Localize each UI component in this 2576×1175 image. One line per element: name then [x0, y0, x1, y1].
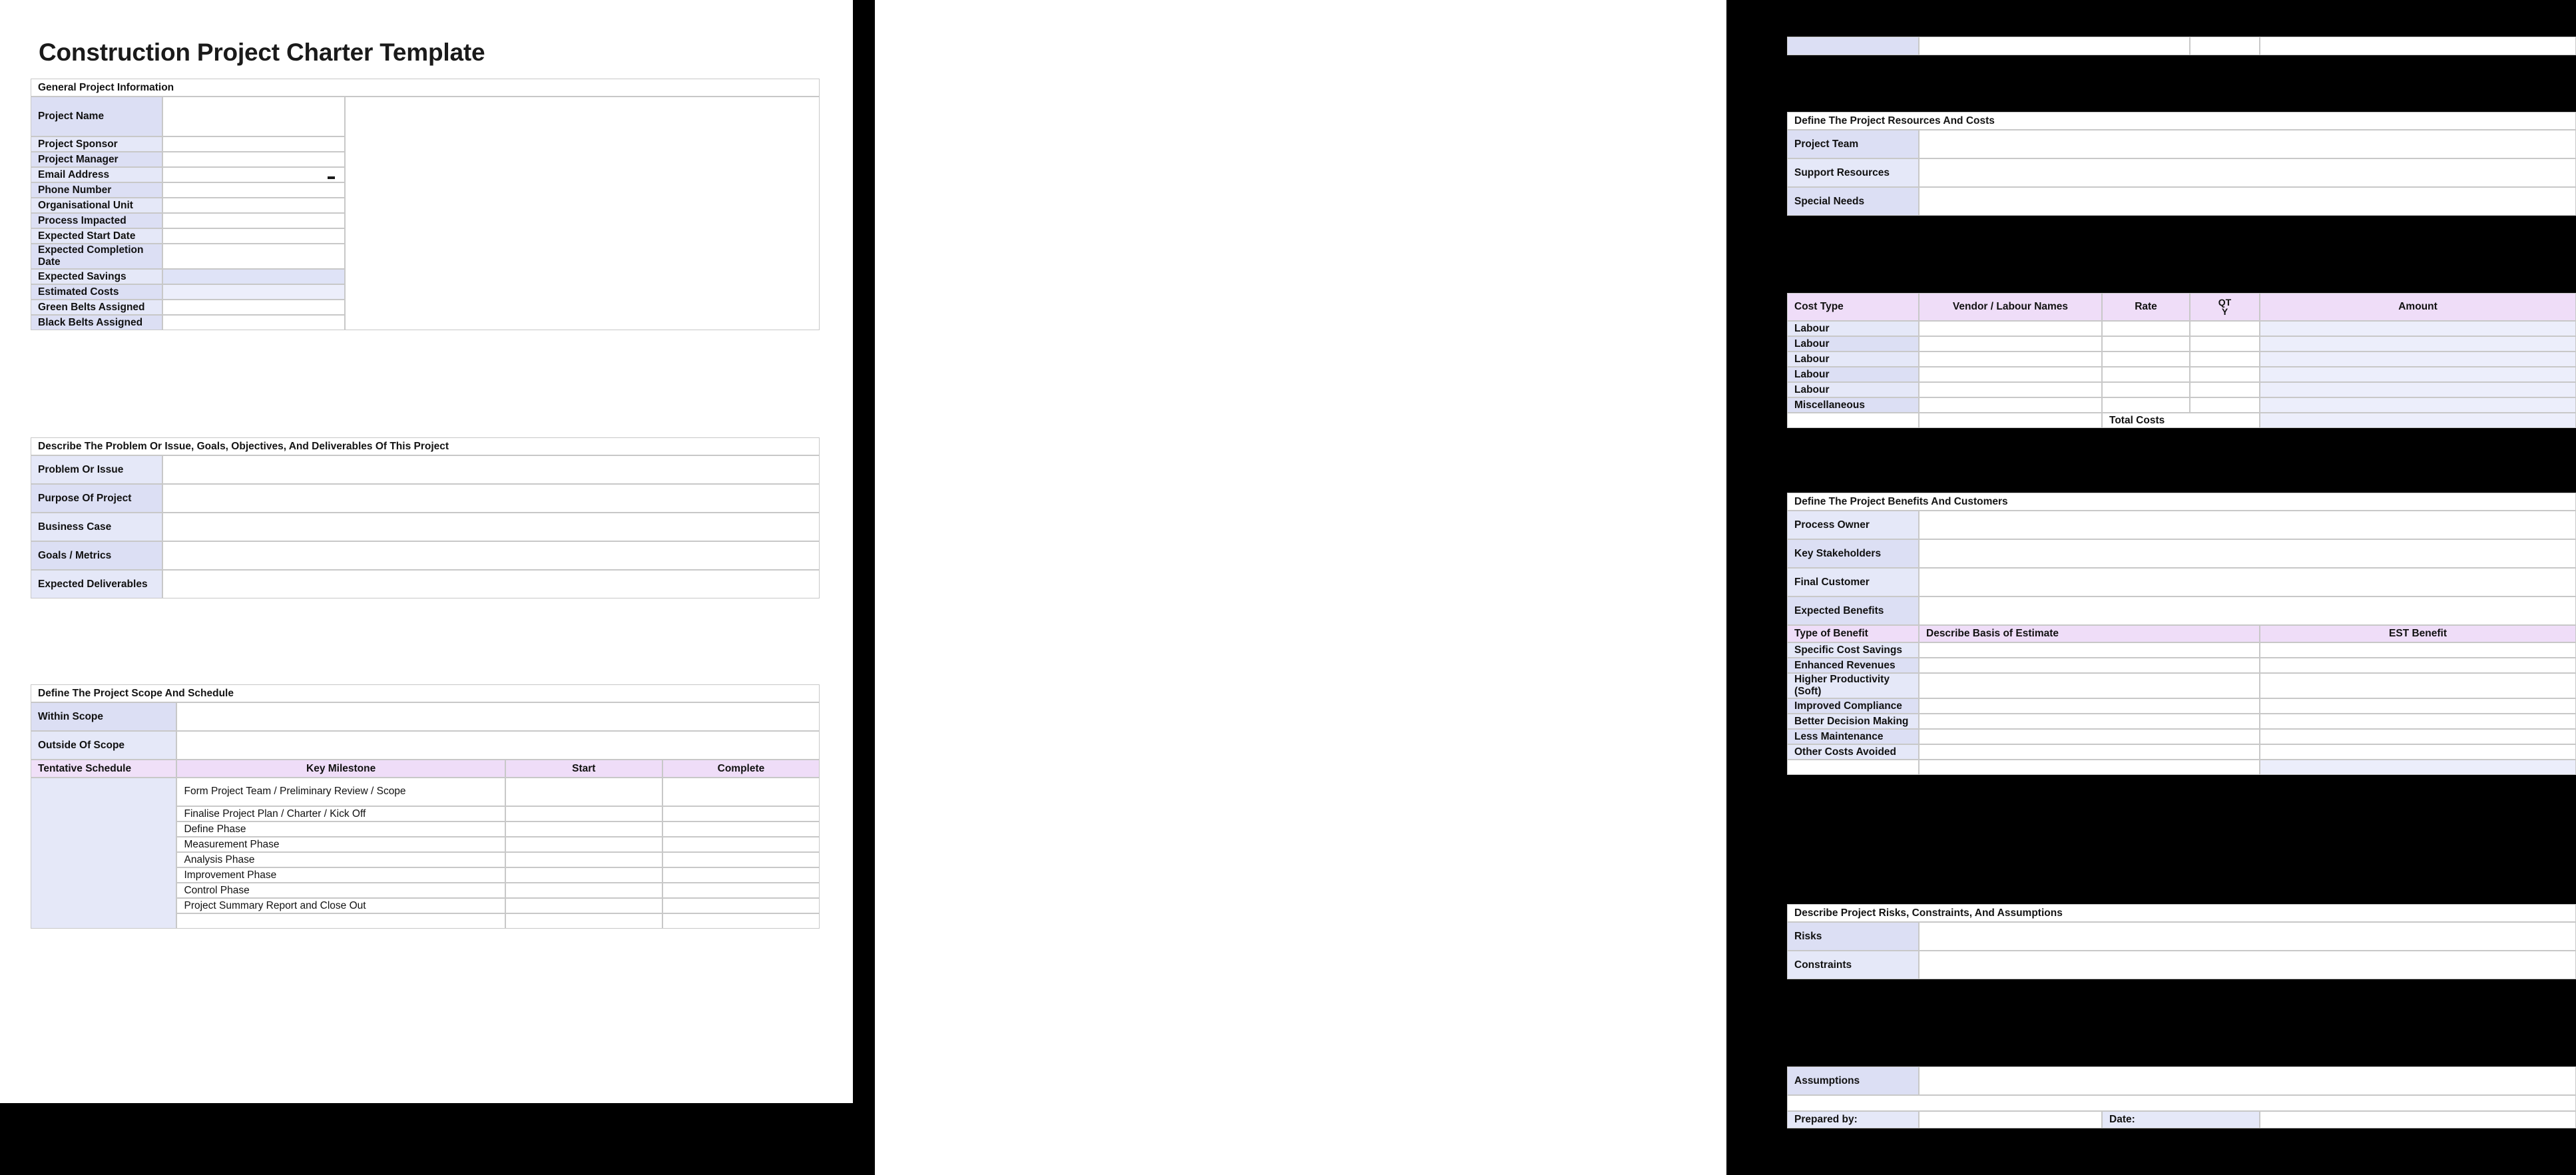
field-label-within-scope: Within Scope	[31, 702, 176, 731]
schedule-row-label: Tentative Schedule	[31, 760, 176, 778]
field-row-assumptions	[1787, 1066, 2576, 1095]
benefit-header-row	[1787, 625, 2576, 642]
benefit-est-1[interactable]	[2260, 658, 2576, 673]
cost-row	[1787, 367, 2576, 382]
schedule-start-1[interactable]	[505, 806, 662, 822]
resources-costs-section	[1787, 112, 2576, 216]
benefit-est-5[interactable]	[2260, 729, 2576, 744]
schedule-row	[31, 778, 820, 806]
field-input-project-name[interactable]	[162, 97, 345, 136]
field-row-final-customer	[1787, 568, 2576, 596]
cost-qty-3[interactable]	[2190, 367, 2260, 382]
cost-rate-0[interactable]	[2102, 321, 2190, 336]
cost-qty-5[interactable]	[2190, 397, 2260, 413]
cost-header-qty-line2: Y	[2221, 306, 2228, 317]
field-input-project-team[interactable]	[1919, 130, 2576, 158]
cost-row	[1787, 352, 2576, 367]
cost-rate-5[interactable]	[2102, 397, 2190, 413]
field-input-within-scope[interactable]	[176, 702, 820, 731]
page-right	[875, 0, 2447, 1175]
field-label-process-impacted: Process Impacted	[31, 213, 162, 228]
schedule-complete-2[interactable]	[662, 822, 820, 837]
benefit-type-2: Higher Productivity (Soft)	[1787, 673, 1919, 698]
cost-header-qty	[2190, 293, 2260, 321]
cost-vendor-3[interactable]	[1919, 367, 2102, 382]
dash-mark-icon	[328, 176, 335, 179]
cost-amount-5[interactable]	[2260, 397, 2576, 413]
benefits-table	[1787, 493, 2576, 775]
field-input-purpose-of-project[interactable]	[162, 484, 820, 513]
cost-total-spacer	[1787, 413, 1919, 428]
cost-type-0: Labour	[1787, 321, 1919, 336]
section-banner-general-label: General Project Information	[31, 79, 820, 97]
benefit-basis-2[interactable]	[1919, 673, 2260, 698]
field-label-problem-or-issue: Problem Or Issue	[31, 455, 162, 484]
schedule-milestone-7[interactable]: Project Summary Report and Close Out	[176, 898, 505, 913]
cost-row	[1787, 397, 2576, 413]
field-input-phone-number[interactable]	[162, 182, 345, 198]
benefit-type-5: Less Maintenance	[1787, 729, 1919, 744]
scope-schedule-table	[31, 684, 820, 929]
field-input-expected-completion-date[interactable]	[162, 244, 345, 269]
cost-type-3: Labour	[1787, 367, 1919, 382]
cost-type-5: Miscellaneous	[1787, 397, 1919, 413]
field-label-green-belts-assigned: Green Belts Assigned	[31, 300, 162, 315]
benefit-row	[1787, 729, 2576, 744]
cost-header-qty-line1: QT	[2218, 297, 2232, 308]
cost-total-spacer-2	[1919, 413, 2102, 428]
field-input-final-customer[interactable]	[1919, 568, 2576, 596]
cost-header-row	[1787, 293, 2576, 321]
benefit-basis-6[interactable]	[1919, 744, 2260, 760]
cost-amount-4[interactable]	[2260, 382, 2576, 397]
field-label-final-customer: Final Customer	[1787, 568, 1919, 596]
schedule-complete-3[interactable]	[662, 837, 820, 852]
field-label-expected-benefits: Expected Benefits	[1787, 596, 1919, 625]
schedule-milestone-5[interactable]: Improvement Phase	[176, 867, 505, 883]
field-input-green-belts-assigned[interactable]	[162, 300, 345, 315]
assumptions-footer-section	[1787, 1066, 2576, 1128]
page-left	[0, 0, 853, 1103]
field-input-email-address[interactable]	[162, 167, 345, 182]
cost-amount-3[interactable]	[2260, 367, 2576, 382]
field-row-process-owner	[1787, 511, 2576, 539]
benefit-row	[1787, 642, 2576, 658]
field-label-assumptions: Assumptions	[1787, 1066, 1919, 1095]
cost-amount-2[interactable]	[2260, 352, 2576, 367]
field-input-expected-start-date[interactable]	[162, 228, 345, 244]
benefit-type-3: Improved Compliance	[1787, 698, 1919, 714]
top-orphan-row	[1787, 37, 2576, 55]
benefits-customers-section	[1787, 493, 2576, 775]
top-orphan-cell-1[interactable]	[2190, 37, 2260, 55]
cost-vendor-2[interactable]	[1919, 352, 2102, 367]
cost-header-rate: Rate	[2102, 293, 2190, 321]
section-banner-risks-label: Describe Project Risks, Constraints, And Assumptions	[1787, 904, 2576, 922]
field-row-constraints	[1787, 951, 2576, 979]
field-input-problem-or-issue[interactable]	[162, 455, 820, 484]
field-input-expected-deliverables[interactable]	[162, 570, 820, 598]
schedule-milestone-8[interactable]	[176, 913, 505, 929]
field-row-key-stakeholders	[1787, 539, 2576, 568]
field-input-expected-savings[interactable]	[162, 269, 345, 284]
field-label-email-address: Email Address	[31, 167, 162, 182]
benefit-type-7	[1787, 760, 1919, 775]
cost-vendor-0[interactable]	[1919, 321, 2102, 336]
top-orphan-cell-2[interactable]	[2260, 37, 2576, 55]
field-label-expected-savings: Expected Savings	[31, 269, 162, 284]
footer-label-date: Date:	[2102, 1111, 2260, 1128]
benefit-row	[1787, 714, 2576, 729]
cost-qty-0[interactable]	[2190, 321, 2260, 336]
top-orphan-label	[1787, 37, 1919, 55]
benefit-basis-3[interactable]	[1919, 698, 2260, 714]
general-project-information-section	[31, 79, 820, 330]
benefit-row	[1787, 673, 2576, 698]
cost-vendor-1[interactable]	[1919, 336, 2102, 352]
problem-goals-table	[31, 437, 820, 598]
field-label-project-team: Project Team	[1787, 130, 1919, 158]
cost-total-label: Total Costs	[2102, 413, 2260, 428]
benefit-est-3[interactable]	[2260, 698, 2576, 714]
general-information-table	[31, 79, 820, 330]
field-row-expected-deliverables	[31, 570, 820, 598]
field-input-process-owner[interactable]	[1919, 511, 2576, 539]
field-label-business-case: Business Case	[31, 513, 162, 541]
field-row-project-name	[31, 97, 820, 136]
schedule-complete-7[interactable]	[662, 898, 820, 913]
field-label-key-stakeholders: Key Stakeholders	[1787, 539, 1919, 568]
cost-row	[1787, 336, 2576, 352]
section-banner-risks	[1787, 904, 2576, 922]
footer-divider-band	[1787, 1095, 2576, 1111]
section-banner-general	[31, 79, 820, 97]
schedule-start-4[interactable]	[505, 852, 662, 867]
footer-divider-cell	[1787, 1095, 2576, 1111]
field-row-project-team	[1787, 130, 2576, 158]
schedule-header-row	[31, 760, 820, 778]
assumptions-footer-table	[1787, 1066, 2576, 1128]
benefit-est-6[interactable]	[2260, 744, 2576, 760]
cost-rate-2[interactable]	[2102, 352, 2190, 367]
schedule-milestone-4[interactable]: Analysis Phase	[176, 852, 505, 867]
field-input-expected-benefits[interactable]	[1919, 596, 2576, 625]
cost-rate-1[interactable]	[2102, 336, 2190, 352]
cost-total-value[interactable]	[2260, 413, 2576, 428]
schedule-start-3[interactable]	[505, 837, 662, 852]
field-input-process-impacted[interactable]	[162, 213, 345, 228]
schedule-complete-5[interactable]	[662, 867, 820, 883]
footer-row	[1787, 1111, 2576, 1128]
section-banner-resources	[1787, 112, 2576, 130]
field-input-estimated-costs[interactable]	[162, 284, 345, 300]
cost-amount-1[interactable]	[2260, 336, 2576, 352]
benefit-type-4: Better Decision Making	[1787, 714, 1919, 729]
schedule-complete-1[interactable]	[662, 806, 820, 822]
cost-type-2: Labour	[1787, 352, 1919, 367]
field-label-outside-of-scope: Outside Of Scope	[31, 731, 176, 760]
field-input-goals-metrics[interactable]	[162, 541, 820, 570]
field-row-business-case	[31, 513, 820, 541]
schedule-start-6[interactable]	[505, 883, 662, 898]
section-banner-problem	[31, 437, 820, 455]
field-label-estimated-costs: Estimated Costs	[31, 284, 162, 300]
field-label-special-needs: Special Needs	[1787, 187, 1919, 216]
field-input-outside-of-scope[interactable]	[176, 731, 820, 760]
schedule-milestone-3[interactable]: Measurement Phase	[176, 837, 505, 852]
schedule-milestone-0[interactable]: Form Project Team / Preliminary Review / Scope	[176, 778, 505, 806]
field-label-expected-completion-date: Expected Completion Date	[31, 244, 162, 269]
schedule-complete-0[interactable]	[662, 778, 820, 806]
top-orphan-cell-0[interactable]	[1919, 37, 2190, 55]
cost-table-section	[1787, 293, 2576, 428]
cost-amount-0[interactable]	[2260, 321, 2576, 336]
top-orphan-table	[1787, 37, 2576, 55]
section-banner-resources-label: Define The Project Resources And Costs	[1787, 112, 2576, 130]
field-row-support-resources	[1787, 158, 2576, 187]
cost-rate-4[interactable]	[2102, 382, 2190, 397]
section-banner-benefits-label: Define The Project Benefits And Customers	[1787, 493, 2576, 511]
benefit-basis-5[interactable]	[1919, 729, 2260, 744]
schedule-start-5[interactable]	[505, 867, 662, 883]
footer-input-date[interactable]	[2260, 1111, 2576, 1128]
schedule-start-8[interactable]	[505, 913, 662, 929]
benefit-row	[1787, 658, 2576, 673]
field-input-key-stakeholders[interactable]	[1919, 539, 2576, 568]
schedule-start-0[interactable]	[505, 778, 662, 806]
benefit-row	[1787, 744, 2576, 760]
scope-schedule-section	[31, 684, 820, 929]
risks-table	[1787, 904, 2576, 979]
cost-header-vendor: Vendor / Labour Names	[1919, 293, 2102, 321]
page-title: Construction Project Charter Template	[39, 39, 485, 66]
field-input-constraints[interactable]	[1919, 951, 2576, 979]
field-input-support-resources[interactable]	[1919, 158, 2576, 187]
schedule-milestone-6[interactable]: Control Phase	[176, 883, 505, 898]
field-label-project-sponsor: Project Sponsor	[31, 136, 162, 152]
field-row-within-scope	[31, 702, 820, 731]
schedule-complete-8[interactable]	[662, 913, 820, 929]
field-label-black-belts-assigned: Black Belts Assigned	[31, 315, 162, 330]
problem-goals-section	[31, 437, 820, 598]
field-label-expected-deliverables: Expected Deliverables	[31, 570, 162, 598]
field-input-assumptions[interactable]	[1919, 1066, 2576, 1095]
schedule-header-complete: Complete	[662, 760, 820, 778]
schedule-start-7[interactable]	[505, 898, 662, 913]
field-row-purpose-of-project	[31, 484, 820, 513]
schedule-complete-4[interactable]	[662, 852, 820, 867]
schedule-complete-6[interactable]	[662, 883, 820, 898]
field-input-organisational-unit[interactable]	[162, 198, 345, 213]
field-input-project-manager[interactable]	[162, 152, 345, 167]
benefit-basis-7[interactable]	[1919, 760, 2260, 775]
field-row-risks	[1787, 922, 2576, 951]
section-banner-scope-label: Define The Project Scope And Schedule	[31, 684, 820, 702]
section-banner-benefits	[1787, 493, 2576, 511]
benefit-header-est: EST Benefit	[2260, 625, 2576, 642]
field-label-project-name: Project Name	[31, 97, 162, 136]
cost-header-amount: Amount	[2260, 293, 2576, 321]
risks-constraints-section	[1787, 904, 2576, 979]
field-input-project-sponsor[interactable]	[162, 136, 345, 152]
schedule-milestone-1[interactable]: Finalise Project Plan / Charter / Kick Off	[176, 806, 505, 822]
cost-row	[1787, 382, 2576, 397]
benefit-est-7[interactable]	[2260, 760, 2576, 775]
benefit-type-1: Enhanced Revenues	[1787, 658, 1919, 673]
section-banner-problem-label: Describe The Problem Or Issue, Goals, Objectives, And Deliverables Of This Project	[31, 437, 820, 455]
cost-table	[1787, 293, 2576, 428]
cost-row	[1787, 321, 2576, 336]
benefit-est-0[interactable]	[2260, 642, 2576, 658]
schedule-start-2[interactable]	[505, 822, 662, 837]
schedule-header-key-milestone: Key Milestone	[176, 760, 505, 778]
field-label-purpose-of-project: Purpose Of Project	[31, 484, 162, 513]
field-input-special-needs[interactable]	[1919, 187, 2576, 216]
benefit-est-2[interactable]	[2260, 673, 2576, 698]
cost-vendor-4[interactable]	[1919, 382, 2102, 397]
benefit-type-6: Other Costs Avoided	[1787, 744, 1919, 760]
cost-vendor-5[interactable]	[1919, 397, 2102, 413]
benefit-est-4[interactable]	[2260, 714, 2576, 729]
field-label-organisational-unit: Organisational Unit	[31, 198, 162, 213]
benefit-basis-1[interactable]	[1919, 658, 2260, 673]
field-row-goals-metrics	[31, 541, 820, 570]
benefit-basis-0[interactable]	[1919, 642, 2260, 658]
schedule-side-filler	[31, 778, 176, 929]
benefit-row	[1787, 698, 2576, 714]
field-label-support-resources: Support Resources	[1787, 158, 1919, 187]
cost-qty-4[interactable]	[2190, 382, 2260, 397]
cost-type-4: Labour	[1787, 382, 1919, 397]
top-orphan-row-section	[1787, 37, 2576, 55]
field-row-special-needs	[1787, 187, 2576, 216]
section-banner-scope	[31, 684, 820, 702]
field-label-phone-number: Phone Number	[31, 182, 162, 198]
footer-label-prepared-by: Prepared by:	[1787, 1111, 1919, 1128]
field-row-expected-benefits	[1787, 596, 2576, 625]
field-label-project-manager: Project Manager	[31, 152, 162, 167]
schedule-header-start: Start	[505, 760, 662, 778]
field-label-goals-metrics: Goals / Metrics	[31, 541, 162, 570]
field-label-risks: Risks	[1787, 922, 1919, 951]
field-input-black-belts-assigned[interactable]	[162, 315, 345, 330]
field-row-problem-or-issue	[31, 455, 820, 484]
benefit-header-basis: Describe Basis of Estimate	[1919, 625, 2260, 642]
benefit-type-0: Specific Cost Savings	[1787, 642, 1919, 658]
field-label-process-owner: Process Owner	[1787, 511, 1919, 539]
schedule-milestone-2[interactable]: Define Phase	[176, 822, 505, 837]
cost-header-cost-type: Cost Type	[1787, 293, 1919, 321]
cost-qty-2[interactable]	[2190, 352, 2260, 367]
field-input-risks[interactable]	[1919, 922, 2576, 951]
cost-total-row	[1787, 413, 2576, 428]
benefit-header-type: Type of Benefit	[1787, 625, 1919, 642]
field-label-expected-start-date: Expected Start Date	[31, 228, 162, 244]
general-notes-area[interactable]	[345, 97, 820, 330]
cost-rate-3[interactable]	[2102, 367, 2190, 382]
field-input-business-case[interactable]	[162, 513, 820, 541]
field-label-constraints: Constraints	[1787, 951, 1919, 979]
footer-input-prepared-by[interactable]	[1919, 1111, 2102, 1128]
resources-table	[1787, 112, 2576, 216]
field-row-outside-of-scope	[31, 731, 820, 760]
benefit-basis-4[interactable]	[1919, 714, 2260, 729]
cost-qty-1[interactable]	[2190, 336, 2260, 352]
cost-type-1: Labour	[1787, 336, 1919, 352]
benefit-row	[1787, 760, 2576, 775]
